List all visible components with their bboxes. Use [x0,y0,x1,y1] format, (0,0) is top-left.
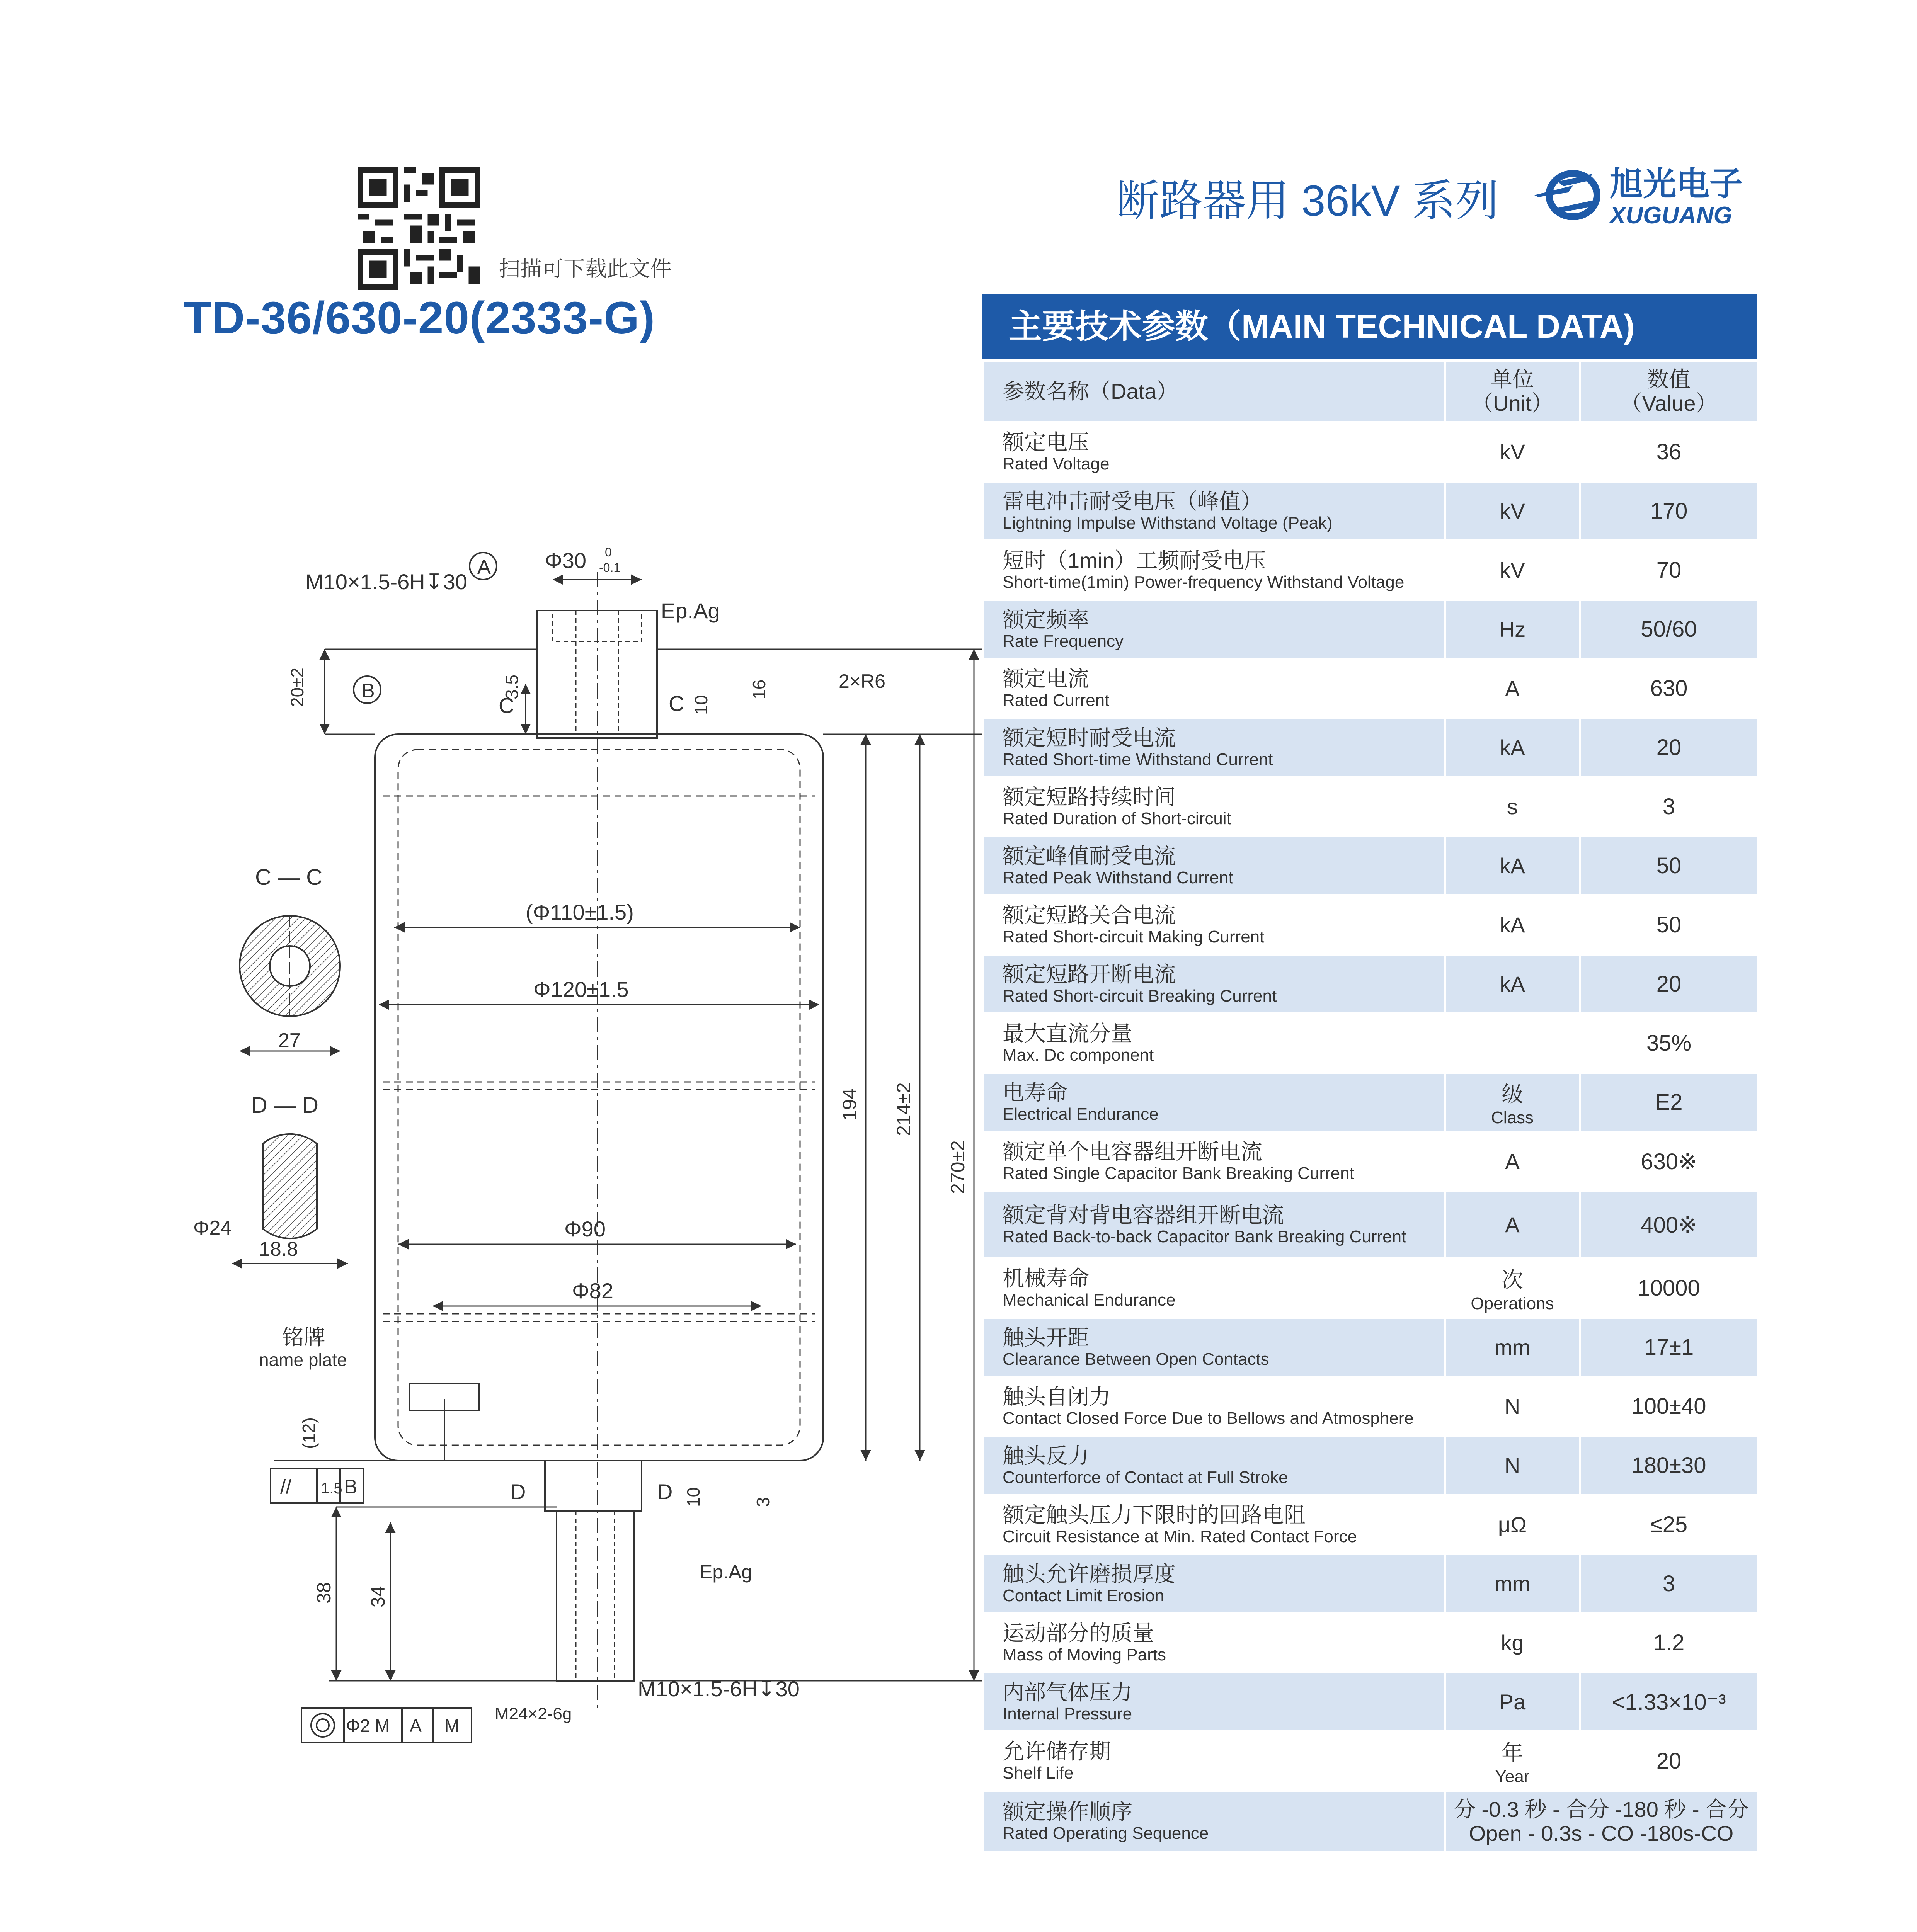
tech-value: 1.2 [1580,1613,1758,1672]
tech-param-zh: 内部气体压力 [1003,1680,1132,1704]
tech-unit [1445,1014,1580,1073]
dim-10-bottom: 10 [683,1487,703,1507]
tech-value: 35% [1580,1014,1758,1073]
tech-param [983,1259,1445,1318]
tech-unit-text: N [1504,1453,1520,1478]
tech-row [983,1554,1758,1613]
tech-param-zh: 额定频率 [1003,607,1089,632]
tech-param-en: Internal Pressure [1003,1704,1132,1723]
tech-param [983,1132,1445,1191]
coax-m2: M [444,1716,460,1736]
tech-param-en: Contact Closed Force Due to Bellows and Atmosphere [1003,1408,1414,1428]
tech-param-zh: 运动部分的质量 [1003,1621,1154,1645]
tech-param-en: Shelf Life [1003,1763,1074,1782]
xuguang-logo [1527,158,1755,232]
dim-phi90: Φ90 [564,1217,606,1241]
dim-27: 27 [278,1029,301,1052]
tech-value: ≤25 [1580,1495,1758,1554]
tech-unit [1445,1073,1580,1132]
tech-unit-text: A [1505,676,1520,701]
tech-param-zh: 触头自闭力 [1003,1384,1111,1409]
tech-param [983,836,1445,895]
tech-unit-text: Pa [1499,1690,1526,1714]
tech-unit [1445,422,1580,481]
tech-unit-en: Year [1495,1767,1530,1786]
tech-param-zh: 机械寿命 [1003,1266,1089,1291]
datum-a: A [477,556,491,578]
tech-value: 20 [1580,954,1758,1014]
tech-row [983,1436,1758,1495]
tech-param-en: Electrical Endurance [1003,1104,1159,1124]
tech-unit-text: kA [1500,854,1525,878]
tech-unit [1445,1554,1580,1613]
tech-unit [1445,1731,1580,1791]
tech-unit [1445,836,1580,895]
tech-param [983,718,1445,777]
tech-param [983,600,1445,659]
tech-unit-text: Hz [1499,617,1526,641]
tech-unit [1445,481,1580,541]
tech-unit-text: 级 [1502,1082,1523,1106]
dim-214: 214±2 [893,1082,914,1136]
tech-value: 630 [1580,659,1758,718]
tech-unit [1445,1672,1580,1731]
tech-param [983,1377,1445,1436]
plating-bottom: Ep.Ag [700,1561,752,1583]
tech-param-en: Clearance Between Open Contacts [1003,1349,1269,1369]
qr-caption: 扫描可下载此文件 [499,257,672,281]
tech-row [983,659,1758,718]
tech-param [983,422,1445,481]
dim-top-dia-tol-upper: 0 [605,545,612,559]
tech-param-zh: 短时（1min）工频耐受电压 [1003,548,1266,573]
tech-param-zh: 额定短路关合电流 [1003,903,1176,927]
tech-param-zh: 最大直流分量 [1003,1021,1132,1046]
tech-unit [1445,1613,1580,1672]
tech-param-en: Rated Voltage [1003,454,1110,473]
tech-row [983,1377,1758,1436]
tech-param-en: Circuit Resistance at Min. Rated Contact Force [1003,1527,1357,1546]
tech-param-zh: 电寿命 [1003,1080,1067,1105]
tech-value: 3 [1580,1554,1758,1613]
dim-top-dia: Φ30 [545,548,586,573]
plating-top: Ep.Ag [661,599,720,623]
tech-value: 36 [1580,422,1758,481]
brand-zh: 旭光电子 [1610,165,1743,202]
tech-sequence-en: Rated Operating Sequence [1003,1824,1209,1843]
tech-unit-en: Class [1491,1108,1534,1127]
parallel-symbol: // [280,1476,291,1498]
radius: 2×R6 [839,670,885,692]
tech-param-en: Rated Back-to-back Capacitor Bank Breaking Current [1003,1227,1406,1246]
tech-value: 50 [1580,895,1758,954]
tech-row [983,422,1758,481]
model-title: TD-36/630-20(2333-G) [184,293,655,344]
tech-param [983,541,1445,600]
tech-value: 170 [1580,481,1758,541]
dimension-drawing [193,518,986,1762]
coax-m1: M [375,1716,390,1736]
tech-head-value: 数值 （Value） [1580,361,1758,422]
tech-value: 50/60 [1580,600,1758,659]
tech-param-zh: 触头开距 [1003,1325,1089,1350]
tech-unit-text: kA [1500,735,1525,760]
tech-param-zh: 额定电压 [1003,430,1089,454]
dim-top-dia-tol-lower: -0.1 [599,561,621,575]
tech-row [983,1259,1758,1318]
tech-unit-text: mm [1494,1571,1531,1596]
tech-unit [1445,1377,1580,1436]
dim-phi24: Φ24 [193,1217,232,1239]
section-cc-title: C — C [255,865,322,890]
tech-unit-text: N [1504,1394,1520,1418]
tech-param [983,659,1445,718]
tech-param [983,481,1445,541]
tech-row [983,718,1758,777]
tech-table-grid [982,359,1759,1854]
tech-param-en: Rated Peak Withstand Current [1003,868,1233,887]
tech-row [983,895,1758,954]
tech-param-en: Rated Short-circuit Making Current [1003,927,1265,946]
tech-row-sequence [983,1791,1758,1852]
tech-param-zh: 雷电冲击耐受电压（峰值） [1003,489,1262,514]
tech-header-row [983,361,1758,422]
tech-param [983,1318,1445,1377]
tech-param [983,895,1445,954]
tech-row [983,1495,1758,1554]
dim-top-thread: M10×1.5-6H↧30 [305,570,467,594]
tech-sequence-value-zh: 分 -0.3 秒 - 合分 -180 秒 - 合分 [1454,1797,1749,1821]
tech-param-en: Counterforce of Contact at Full Stroke [1003,1468,1288,1487]
tech-unit-text: kV [1500,558,1525,582]
dim-38: 38 [313,1582,335,1604]
tech-unit-text: s [1507,794,1518,819]
tech-param-zh: 额定背对背电容器组开断电流 [1003,1202,1284,1227]
tech-unit [1445,777,1580,836]
qr-code[interactable] [358,167,480,290]
tech-unit [1445,1132,1580,1191]
tech-param-zh: 触头反力 [1003,1443,1089,1468]
dim-bottom-thread: M10×1.5-6H↧30 [638,1677,800,1701]
tech-param-en: Rated Single Capacitor Bank Breaking Current [1003,1163,1354,1183]
tech-value: 70 [1580,541,1758,600]
tech-value: 630※ [1580,1132,1758,1191]
tech-param-en: Rate Frequency [1003,631,1124,651]
tech-row [983,481,1758,541]
tech-param [983,954,1445,1014]
tech-sequence-zh: 额定操作顺序 [1003,1799,1132,1824]
tech-value: 20 [1580,718,1758,777]
tech-param-zh: 额定触头压力下限时的回路电阻 [1003,1502,1306,1527]
tech-param-en: Rated Short-time Withstand Current [1003,750,1273,769]
coax-datum: A [410,1716,422,1736]
series-title: 断路器用 36kV 系列 [1116,177,1499,225]
tech-unit [1445,659,1580,718]
section-d-right: D [657,1480,673,1504]
dim-34: 34 [367,1586,389,1607]
coax-value: Φ2 [346,1716,370,1736]
tech-param-en: Rated Short-circuit Breaking Current [1003,986,1277,1005]
tech-unit-en: Operations [1471,1294,1554,1313]
section-dd-title: D — D [251,1093,318,1118]
tech-unit [1445,1318,1580,1377]
tech-head-unit: 单位 （Unit） [1445,361,1580,422]
dim-16: 16 [749,679,769,699]
dim-phi82: Φ82 [572,1279,613,1303]
tech-table [982,294,1757,1854]
tech-unit [1445,1436,1580,1495]
tech-param [983,1495,1445,1554]
tech-param-en: Rated Current [1003,690,1110,710]
tech-unit-text: kV [1500,499,1525,523]
dim-phi110: (Φ110±1.5) [526,900,634,924]
tech-row [983,836,1758,895]
tech-row [983,1613,1758,1672]
tech-sequence-param [983,1791,1445,1852]
tech-unit-text: 次 [1502,1267,1523,1292]
dim-270: 270±2 [947,1140,969,1194]
dim-20: 20±2 [287,668,307,707]
tech-row [983,1318,1758,1377]
dim-194: 194 [839,1088,860,1121]
tech-param [983,1672,1445,1731]
tech-unit-text: μΩ [1498,1512,1527,1537]
tech-unit-text: kA [1500,913,1525,937]
dim-18-8: 18.8 [259,1238,298,1260]
tech-unit [1445,1495,1580,1554]
parallel-datum: B [344,1476,358,1498]
tech-param [983,1436,1445,1495]
tech-param-en: Rated Duration of Short-circuit [1003,809,1231,828]
tech-param-zh: 允许储存期 [1003,1739,1111,1764]
tech-param-en: Contact Limit Erosion [1003,1586,1165,1605]
dim-12: (12) [299,1417,319,1449]
tech-param [983,1613,1445,1672]
tech-value: 10000 [1580,1259,1758,1318]
tech-sequence-value-en: Open - 0.3s - CO -180s-CO [1469,1821,1734,1845]
tech-unit-text: kV [1500,440,1525,464]
nameplate-zh: 铭牌 [282,1325,325,1349]
tech-head-param: 参数名称（Data） [983,361,1445,422]
tech-value: 17±1 [1580,1318,1758,1377]
tech-value: 400※ [1580,1191,1758,1259]
tech-param-zh: 额定短路持续时间 [1003,784,1176,809]
tech-row [983,541,1758,600]
parallel-value: 1.5 [321,1480,342,1497]
tech-value: 180±30 [1580,1436,1758,1495]
tech-sequence-value [1445,1791,1758,1852]
tech-param [983,1191,1445,1259]
tech-unit [1445,1259,1580,1318]
tech-param [983,777,1445,836]
nameplate-en: name plate [259,1350,347,1370]
tech-unit [1445,600,1580,659]
tech-param-en: Max. Dc component [1003,1045,1154,1065]
section-c-left: C [499,693,514,718]
dim-bottom-ext-thread: M24×2-6g [495,1704,572,1723]
tech-param [983,1073,1445,1132]
tech-unit-text: A [1505,1149,1520,1173]
tech-unit-text: kg [1501,1631,1524,1655]
section-c-right: C [669,691,684,716]
tech-param-zh: 额定电流 [1003,666,1089,691]
tech-unit-text: A [1505,1213,1520,1237]
dim-10-top: 10 [691,695,711,715]
tech-unit-text: kA [1500,972,1525,996]
tech-unit-text: mm [1494,1335,1531,1359]
tech-value: 100±40 [1580,1377,1758,1436]
tech-param [983,1554,1445,1613]
tech-param-zh: 额定短路开断电流 [1003,962,1176,986]
tech-unit [1445,954,1580,1014]
section-d-left: D [510,1480,526,1504]
tech-unit [1445,718,1580,777]
dim-phi120: Φ120±1.5 [533,977,629,1002]
tech-unit [1445,541,1580,600]
tech-param-en: Short-time(1min) Power-frequency Withstand Voltage [1003,572,1405,592]
dim-3: 3 [753,1497,773,1507]
tech-row [983,1672,1758,1731]
tech-param-en: Mechanical Endurance [1003,1290,1176,1310]
tech-value: E2 [1580,1073,1758,1132]
tech-param-zh: 触头允许磨损厚度 [1003,1561,1176,1586]
brand-en: XUGUANG [1610,202,1732,229]
tech-param-zh: 额定峰值耐受电流 [1003,844,1176,868]
tech-param-zh: 额定短时耐受电流 [1003,725,1176,750]
tech-unit [1445,1191,1580,1259]
tech-row [983,954,1758,1014]
tech-param [983,1731,1445,1791]
tech-param-zh: 额定单个电容器组开断电流 [1003,1139,1262,1164]
tech-value: 20 [1580,1731,1758,1791]
tech-param-en: Mass of Moving Parts [1003,1645,1166,1664]
datum-b: B [361,680,375,702]
tech-value: <1.33×10⁻³ [1580,1672,1758,1731]
tech-value: 50 [1580,836,1758,895]
tech-value: 3 [1580,777,1758,836]
tech-unit-text: 年 [1502,1740,1523,1765]
tech-param-en: Lightning Impulse Withstand Voltage (Peak) [1003,513,1333,532]
tech-row [983,1731,1758,1791]
tech-param [983,1014,1445,1073]
tech-row [983,1014,1758,1073]
tech-table-title: 主要技术参数（MAIN TECHNICAL DATA) [982,294,1757,359]
tech-row [983,1073,1758,1132]
tech-unit [1445,895,1580,954]
tech-row [983,1191,1758,1259]
tech-row [983,777,1758,836]
tech-row [983,600,1758,659]
dim-3-5: 3.5 [502,675,522,699]
tech-row [983,1132,1758,1191]
